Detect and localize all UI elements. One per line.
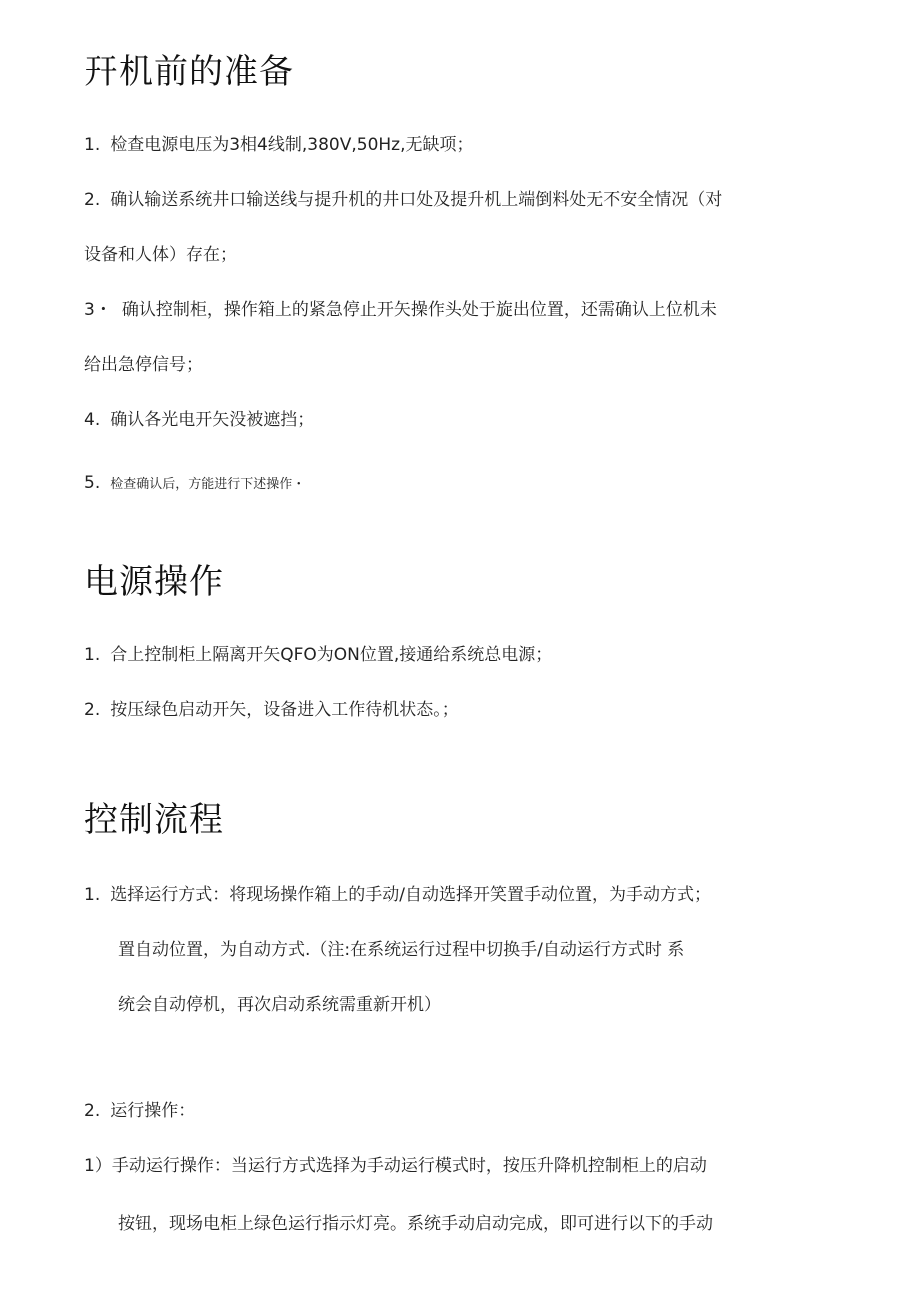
- item-text: 检查确认后，方能进行下述操作・: [110, 477, 306, 492]
- item-text: 手动运行操作：当运行方式选择为手动运行模式时，按压升降机控制柜上的启动: [111, 1156, 707, 1176]
- section-heading-power: 电源操作: [84, 562, 224, 602]
- item-number: 1.: [84, 645, 101, 665]
- list-item: [84, 472, 305, 494]
- list-item: [84, 1100, 195, 1122]
- item-number: 1）: [84, 1156, 112, 1176]
- item-text: 确认控制柜，操作箱上的紧急停止开矢操作头处于旋出位置，还需确认上位机未: [121, 300, 717, 320]
- item-text: 选择运行方式：将现场操作箱上的手动/自动选择开笑置手动位置，为手动方式；: [110, 885, 711, 905]
- item-text: 按压绿色启动开矢，设备进入工作待机状态。；: [110, 700, 459, 720]
- list-item: [84, 134, 474, 156]
- item-continuation: 统会自动停机，再次启动系统需重新开机）: [118, 995, 441, 1015]
- item-continuation: 设备和人体）存在；: [84, 245, 237, 265]
- item-number: 1.: [84, 135, 101, 155]
- list-item: [84, 409, 314, 431]
- item-number: 1.: [84, 885, 101, 905]
- list-item: [84, 189, 722, 211]
- item-text: 合上控制柜上隔离开矢QFO为ON位置,接通给系统总电源；: [110, 645, 553, 665]
- item-continuation: 给出急停信号；: [84, 355, 203, 375]
- list-item: [84, 1155, 707, 1177]
- list-item: [84, 884, 711, 906]
- item-text: 检查电源电压为3相4线制,380V,50Hz,无缺项；: [110, 135, 474, 155]
- item-number: 2.: [84, 700, 101, 720]
- item-continuation: 置自动位置，为自动方式.（注:在系统运行过程中切换手/自动运行方式时 系: [118, 940, 685, 960]
- item-text: 运行操作：: [110, 1101, 196, 1121]
- section-heading-preparation: 幵机前的准备: [84, 52, 294, 92]
- item-number: 2.: [84, 1101, 101, 1121]
- item-text: 确认各光电开矢没被遮挡；: [110, 410, 315, 430]
- list-item: [84, 299, 717, 321]
- list-item: [84, 644, 552, 666]
- item-number: 4.: [84, 410, 101, 430]
- item-number: 3・: [84, 300, 112, 320]
- list-item: [84, 699, 459, 721]
- section-heading-control-flow: 控制流程: [84, 800, 224, 840]
- item-continuation: 按钮，现场电柜上绿色运行指示灯亮。系统手动启动完成，即可进行以下的手动: [118, 1214, 713, 1234]
- item-number: 5.: [84, 473, 101, 493]
- item-number: 2.: [84, 190, 101, 210]
- item-text: 确认输送系统井口输送线与提升机的井口处及提升机上端倒料处无不安全情况（对: [110, 190, 723, 210]
